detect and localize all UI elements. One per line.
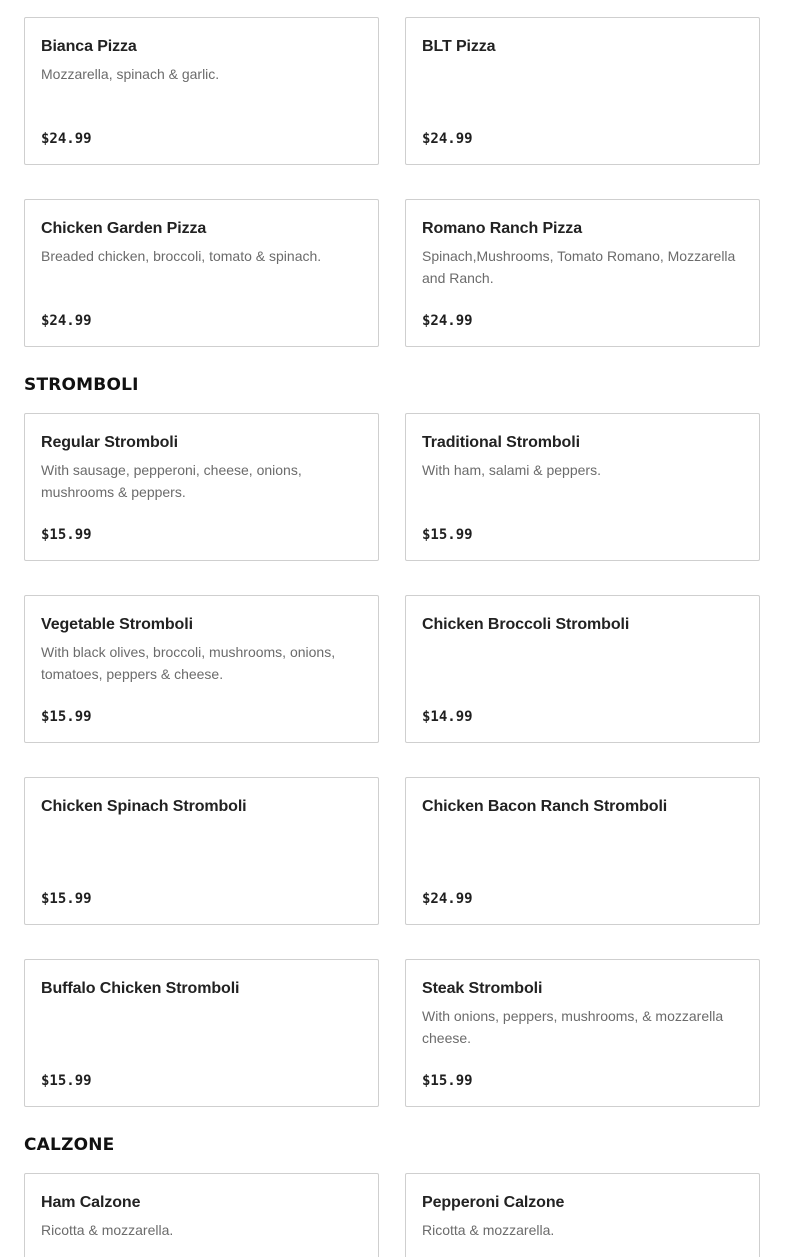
menu-item-price: $24.99 [41, 313, 92, 329]
menu-item-card[interactable] [24, 595, 379, 743]
menu-item-description: Spinach,Mushrooms, Tomato Romano, Mozzarella and Ranch. [422, 248, 736, 286]
menu-item-description: Mozzarella, spinach & garlic. [41, 66, 220, 82]
menu-item-price: $15.99 [422, 527, 473, 543]
menu-item-name: Chicken Broccoli Stromboli [422, 616, 630, 633]
menu-item-name: Chicken Garden Pizza [41, 220, 207, 237]
section-title-calzone: CALZONE [24, 1135, 115, 1155]
menu-item-price: $15.99 [422, 1073, 473, 1089]
menu-item-card[interactable] [24, 1173, 379, 1257]
menu-item-name: Chicken Bacon Ranch Stromboli [422, 798, 668, 815]
menu-item-name: BLT Pizza [422, 38, 496, 55]
menu-item-name: Vegetable Stromboli [41, 616, 193, 633]
menu-item-name: Regular Stromboli [41, 434, 178, 451]
menu-item-card[interactable] [405, 777, 760, 925]
menu-item-price: $15.99 [41, 1073, 92, 1089]
menu-item-price: $14.99 [422, 709, 473, 725]
section-title-stromboli: STROMBOLI [24, 375, 139, 395]
menu-item-name: Pepperoni Calzone [422, 1194, 565, 1211]
menu-item-card[interactable] [24, 959, 379, 1107]
menu-item-name: Ham Calzone [41, 1194, 141, 1211]
menu-item-description: Ricotta & mozzarella. [422, 1222, 555, 1238]
menu-item-name: Buffalo Chicken Stromboli [41, 980, 240, 997]
menu-item-price: $24.99 [41, 131, 92, 147]
menu-item-price: $24.99 [422, 131, 473, 147]
menu-item-description: With ham, salami & peppers. [422, 462, 601, 478]
menu-item-card[interactable] [405, 413, 760, 561]
menu-item-name: Bianca Pizza [41, 38, 137, 55]
menu-item-card[interactable] [24, 413, 379, 561]
menu-item-description: Ricotta & mozzarella. [41, 1222, 174, 1238]
menu-item-description: With sausage, pepperoni, cheese, onions, mushrooms & peppers. [41, 462, 302, 500]
menu-item-price: $15.99 [41, 709, 92, 725]
menu-item-card[interactable] [405, 1173, 760, 1257]
menu-item-description: With onions, peppers, mushrooms, & mozzarella cheese. [422, 1008, 724, 1046]
menu-item-card[interactable] [405, 595, 760, 743]
menu-item-card[interactable] [405, 959, 760, 1107]
menu-item-card[interactable] [24, 17, 379, 165]
menu-item-card[interactable] [24, 777, 379, 925]
menu-item-name: Romano Ranch Pizza [422, 220, 583, 237]
menu-item-description: With black olives, broccoli, mushrooms, onions, tomatoes, peppers & cheese. [41, 644, 336, 682]
menu-item-name: Chicken Spinach Stromboli [41, 798, 247, 815]
menu-item-card[interactable] [24, 199, 379, 347]
menu-item-price: $24.99 [422, 313, 473, 329]
menu-item-card[interactable] [405, 199, 760, 347]
menu-item-name: Steak Stromboli [422, 980, 543, 997]
menu-item-price: $15.99 [41, 527, 92, 543]
menu-item-description: Breaded chicken, broccoli, tomato & spinach. [41, 248, 322, 264]
menu-item-name: Traditional Stromboli [422, 434, 580, 451]
menu-item-card[interactable] [405, 17, 760, 165]
menu-item-price: $15.99 [41, 891, 92, 907]
menu-item-price: $24.99 [422, 891, 473, 907]
